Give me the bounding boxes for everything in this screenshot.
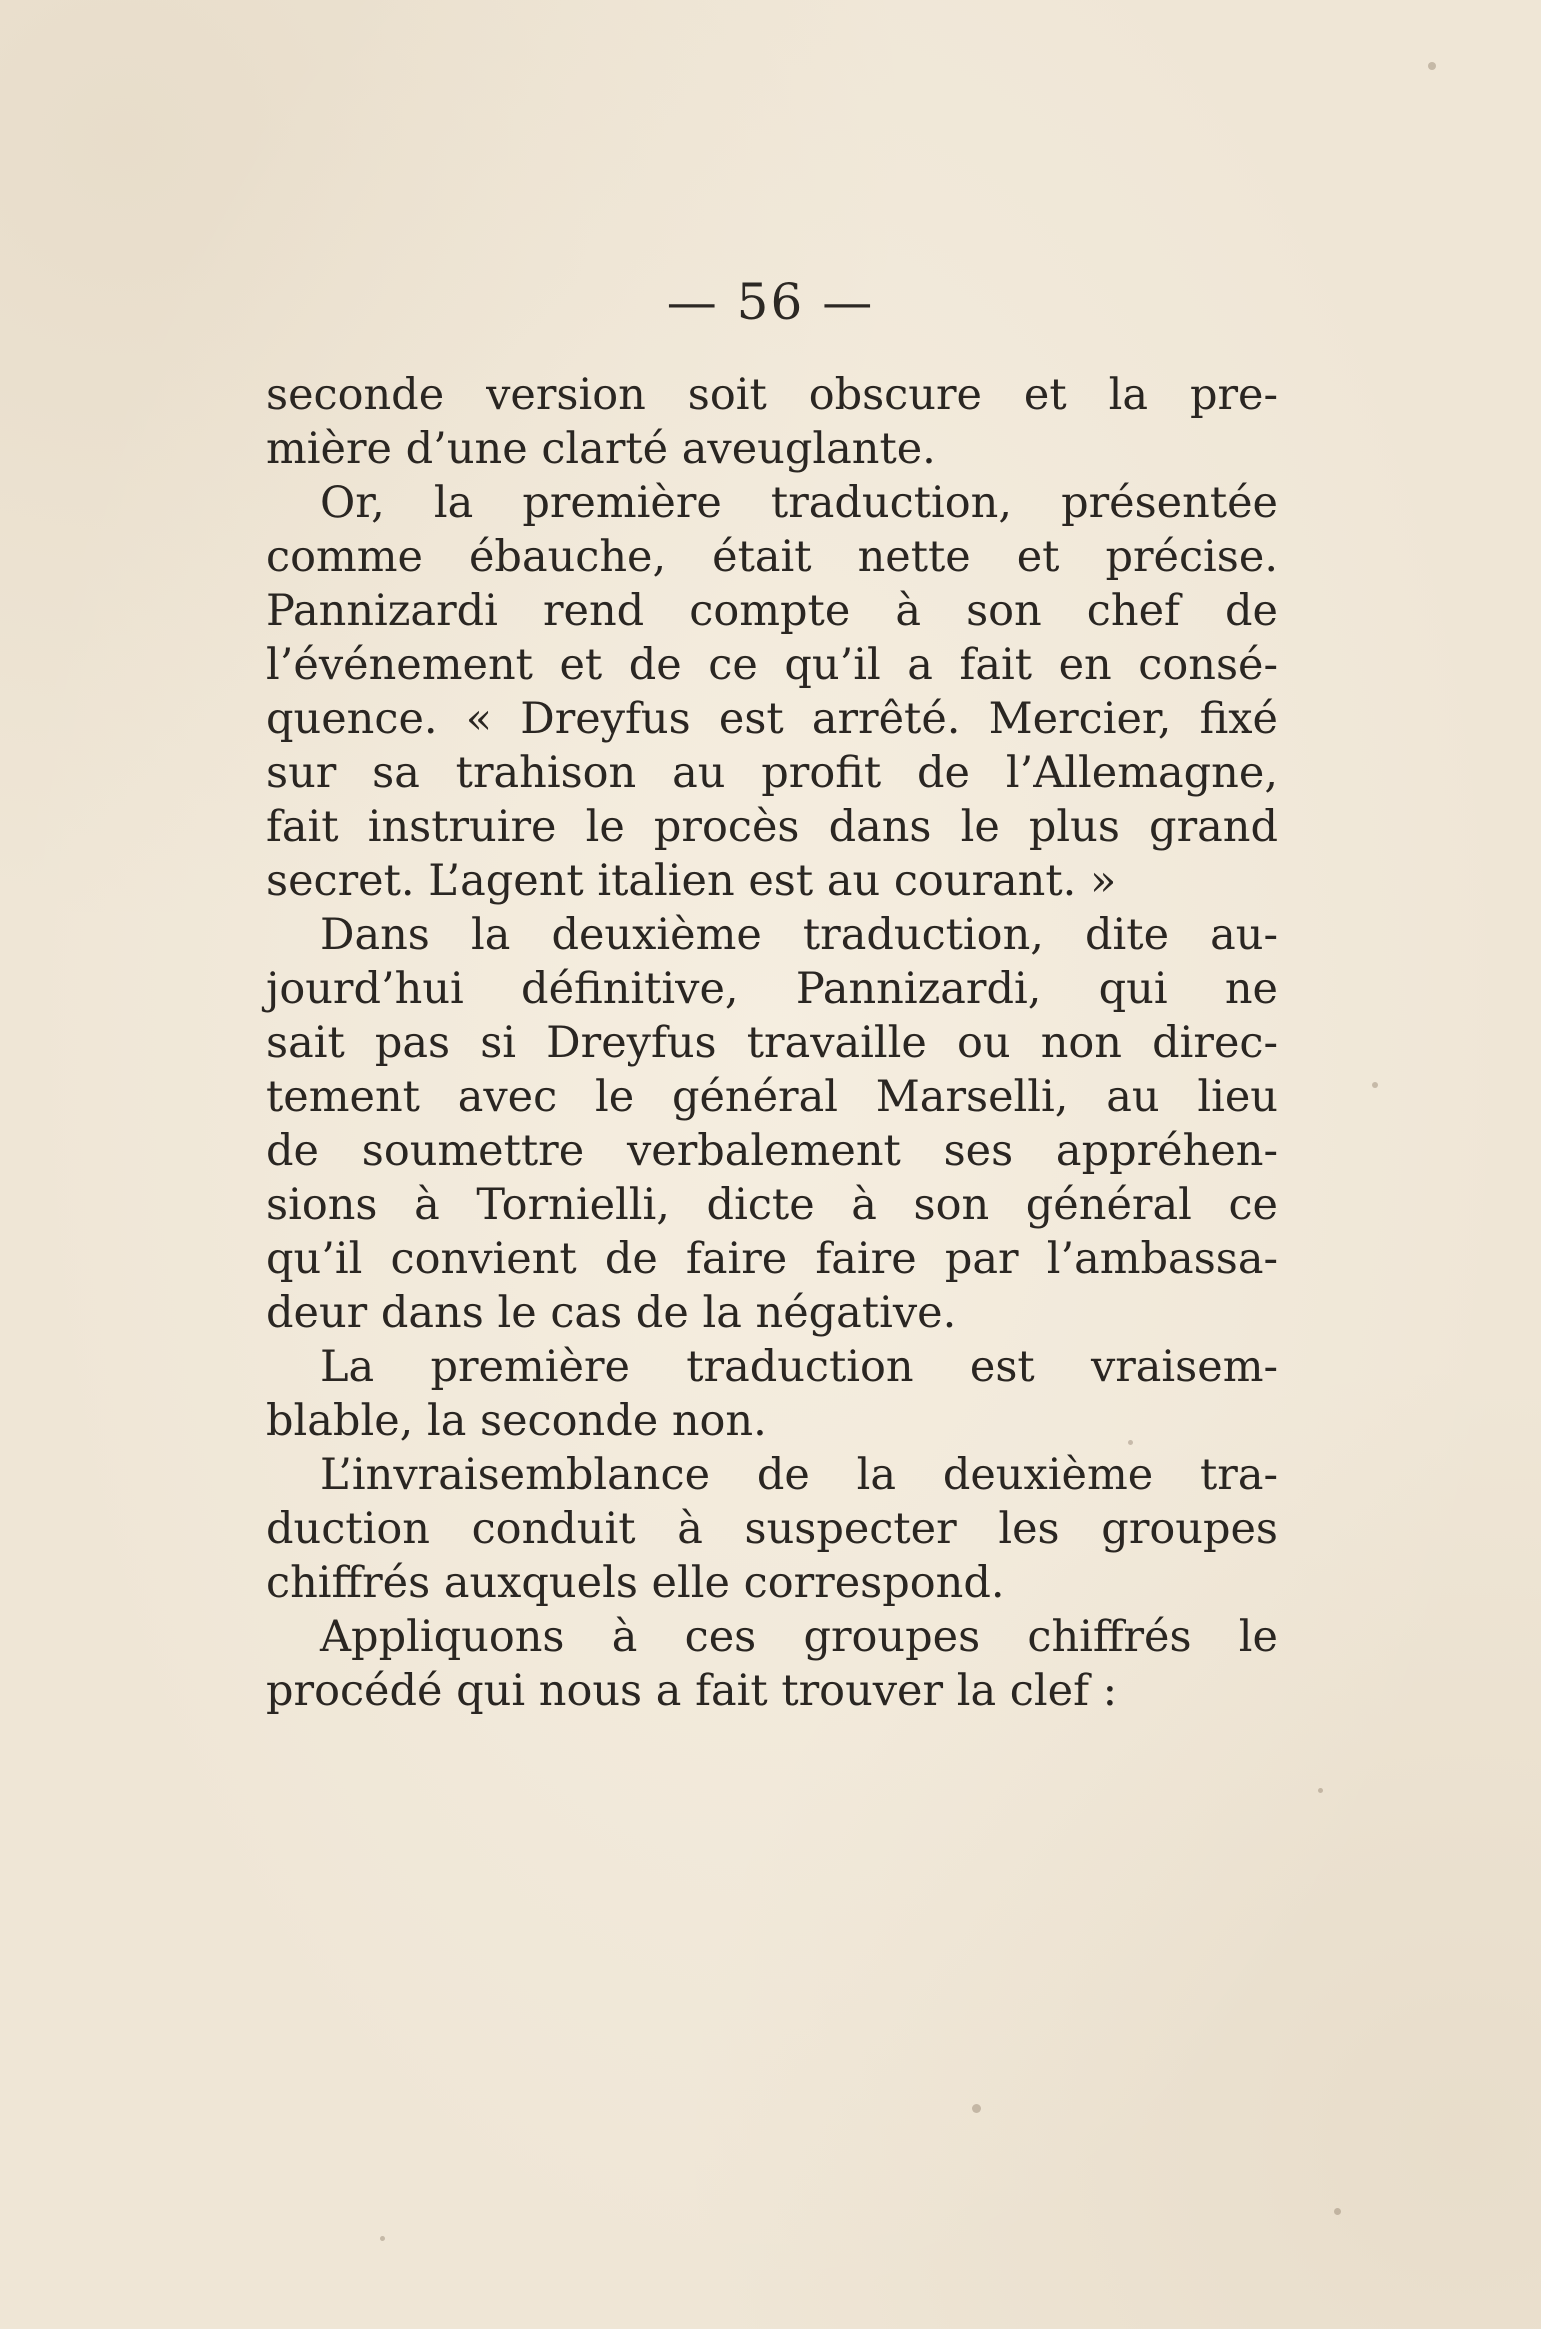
text-line: mière d’une clarté aveuglante. — [266, 424, 936, 474]
paper-speck — [972, 2104, 981, 2113]
text-line: quence. « Dreyfus est arrêté. Mercier, fixé — [266, 694, 1278, 744]
text-line: comme ébauche, était nette et précise. — [266, 532, 1278, 582]
text-line: deur dans le cas de la négative. — [266, 1288, 957, 1338]
paper-speck — [1428, 62, 1436, 70]
paragraph-start-line: L’invraisemblance de la deuxième tra- — [320, 1450, 1278, 1500]
paragraph-start-line: Appliquons à ces groupes chiffrés le — [320, 1612, 1278, 1662]
paper-speck — [1372, 1082, 1378, 1088]
text-line: sur sa trahison au profit de l’Allemagne, — [266, 748, 1278, 798]
text-line: duction conduit à suspecter les groupes — [266, 1504, 1278, 1554]
text-line: sait pas si Dreyfus travaille ou non direc- — [266, 1018, 1278, 1068]
paragraph-start-line: La première traduction est vraisem- — [320, 1342, 1278, 1392]
text-line: fait instruire le procès dans le plus grand — [266, 802, 1278, 852]
paper-speck — [380, 2236, 385, 2241]
text-line: jourd’hui définitive, Pannizardi, qui ne — [266, 964, 1278, 1014]
text-line: blable, la seconde non. — [266, 1396, 767, 1446]
paper-speck — [1318, 1788, 1323, 1793]
text-line: secret. L’agent italien est au courant. » — [266, 856, 1117, 906]
paragraph-start-line: Or, la première traduction, présentée — [320, 478, 1278, 528]
text-line: sions à Tornielli, dicte à son général ce — [266, 1180, 1278, 1230]
paragraph-start-line: Dans la deuxième traduction, dite au- — [320, 910, 1278, 960]
text-line: l’événement et de ce qu’il a fait en consé- — [266, 640, 1278, 690]
text-line: qu’il convient de faire faire par l’ambassa- — [266, 1234, 1278, 1284]
text-line: tement avec le général Marselli, au lieu — [266, 1072, 1278, 1122]
page-number: — 56 — — [666, 273, 875, 331]
body-text — [266, 368, 1278, 1718]
text-line: de soumettre verbalement ses appréhen- — [266, 1126, 1278, 1176]
text-line: procédé qui nous a fait trouver la clef : — [266, 1666, 1118, 1716]
text-line: seconde version soit obscure et la pre- — [266, 370, 1278, 420]
text-line: Pannizardi rend compte à son chef de — [266, 586, 1278, 636]
paper-speck — [1128, 1440, 1133, 1445]
paper-speck — [1334, 2208, 1341, 2215]
text-line: chiffrés auxquels elle correspond. — [266, 1558, 1005, 1608]
